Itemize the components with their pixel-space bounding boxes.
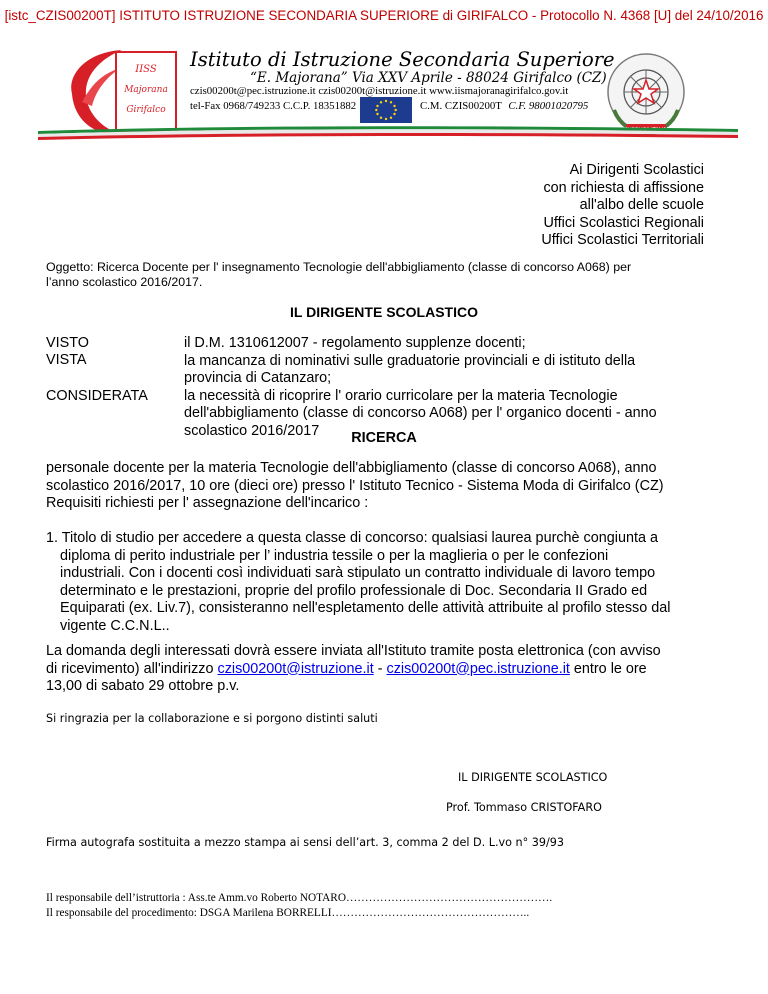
school-address: “E. Majorana” Via XXV Aprile - 88024 Girifalco (CZ) [250, 70, 607, 86]
addressees-block [541, 162, 704, 250]
signature-note: Firma autografa sostituita a mezzo stampa ai sensi dell’art. 3, comma 2 del D. L.vo n° 39/93 [46, 836, 565, 849]
subject-line: l’anno scolastico 2016/2017. [46, 275, 203, 289]
protocol-line: [istc_CZIS00200T] ISTITUTO ISTRUZIONE SECONDARIA SUPERIORE di GIRIFALCO - Protocollo N. 4368 [U] del 24/10/2016 [4, 8, 764, 23]
vista-label: VISTA [46, 352, 87, 368]
addressee-line: all'albo delle scuole [579, 197, 704, 214]
application-paragraph: La domanda degli interessati dovrà essere inviata all'Istituto tramite posta elettronica (con avviso di ricevimento) all'indirizzo czis00200t@istruzione.it - czis00200t@pec.istruzione.it entro le ore 13,00 di sabato 29 ottobre p.v. [46, 643, 661, 695]
svg-text:Majorana: Majorana [124, 85, 168, 95]
addressee-line: Ai Dirigenti Scolastici [569, 162, 704, 178]
tricolor-band [38, 123, 738, 141]
school-mechanographic-code: C.M. CZIS00200T C.F. 98001020795 [420, 100, 589, 112]
school-title: Istituto di Istruzione Secondaria Superiore [190, 48, 615, 71]
footer-istruttoria: Il responsabile dell’istruttoria : Ass.te Amm.vo Roberto NOTARO………………………………………………. [46, 892, 553, 904]
addressee-line: Uffici Scolastici Regionali [543, 214, 704, 231]
requirements-list: 1. Titolo di studio per accedere a questa classe di concorso: qualsiasi laurea purchè congiunta a diploma di perito industriale per l’ industria tessile o per la maglieria o per le confezioni industriali. Con i docenti così individuati sarà stipulato un contratto individuale di lavoro tempo determinato e le prestazioni, proprie del profilo professionale di Doc. Secondaria II Grado ed Equiparati (ex. Liv.7), consisteranno nell'espletamento delle attività attribuite al profilo stesso dal vigente C.C.N.L.. [46, 530, 671, 634]
visto-text: il D.M. 1310612007 - regolamento supplenze docenti; la mancanza di nominativi sulle graduatorie provinciali e di istituto della provincia di Catanzaro; la necessità di ricoprire l' orario curricolare per la materia Tecnologie dell'abbigliamento (classe di concorso A068) per l' organico docenti - anno scolastico 2016/2017 [184, 335, 657, 439]
closing-greeting: Si ringrazia per la collaborazione e si porgono distinti saluti [46, 712, 378, 725]
subject-line: Oggetto: Ricerca Docente per l' insegnamento Tecnologie dell'abbigliamento (classe di concorso A068) per [46, 260, 632, 274]
document-heading: IL DIRIGENTE SCOLASTICO [290, 304, 478, 320]
svg-text:IISS: IISS [135, 64, 157, 75]
school-emails: czis00200t@pec.istruzione.it czis00200t@istruzione.it www.iismajoranagirifalco.gov.it [190, 85, 569, 97]
position-paragraph: personale docente per la materia Tecnologie dell'abbigliamento (classe di concorso A068), anno scolastico 2016/2017, 10 ore (dieci ore) presso l' Istituto Tecnico - Sistema Moda di Girifalco (CZ) Requisiti richiesti per l' assegnazione dell'incarico : [46, 460, 664, 512]
signature-role: IL DIRIGENTE SCOLASTICO [458, 771, 608, 784]
subject-block [46, 260, 726, 290]
addressee-line: con richiesta di affissione [543, 179, 704, 196]
ricerca-heading: RICERCA [351, 430, 417, 446]
addressee-line: Uffici Scolastici Territoriali [541, 232, 704, 249]
email-link[interactable]: czis00200t@istruzione.it [217, 660, 374, 677]
svg-text:Girifalco: Girifalco [126, 105, 166, 115]
visto-label: VISTO [46, 335, 89, 351]
pec-email-link[interactable]: czis00200t@pec.istruzione.it [386, 660, 570, 677]
eu-flag-icon [360, 97, 412, 123]
footer-procedimento: Il responsabile del procedimento: DSGA Marilena BORRELLI…………………………………………….. [46, 907, 530, 919]
considerata-label: CONSIDERATA [46, 388, 148, 404]
school-phone: tel-Fax 0968/749233 C.C.P. 18351882 [190, 100, 357, 112]
signature-name: Prof. Tommaso CRISTOFARO [446, 801, 602, 814]
